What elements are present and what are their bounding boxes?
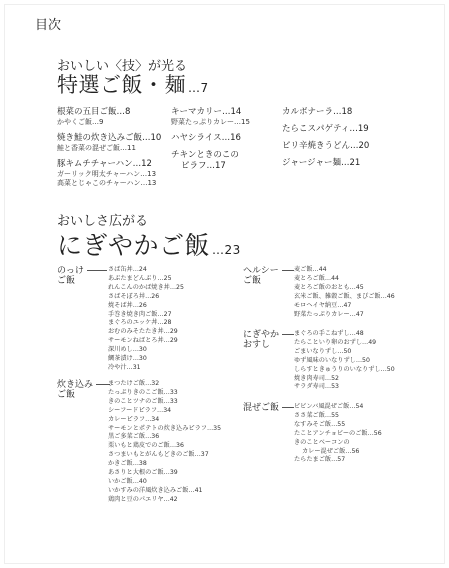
section2-page: …23 <box>212 243 241 257</box>
list-item[interactable]: 栗いもと鶏皮でのご飯…36 <box>108 442 184 450</box>
list-item[interactable]: たことアンチョビーのご飯…56 <box>294 429 382 437</box>
list-item[interactable]: さつまいもとがんもどきのご飯…37 <box>108 451 209 459</box>
list-item[interactable]: 野菜たっぷりカレー…47 <box>294 310 364 318</box>
group-category-2: ご飯 <box>57 390 76 400</box>
list-nokke <box>108 266 184 373</box>
group-category-2: ご飯 <box>57 276 76 286</box>
list-takikomi <box>108 380 221 505</box>
list-item[interactable]: 麦とろご飯のおとも…45 <box>294 283 364 291</box>
list-item[interactable]: きのことツナのご飯…33 <box>108 397 178 405</box>
section2-subtitle: おいしさ広がる <box>57 214 149 229</box>
list-item[interactable]: たらたまご飯…57 <box>294 456 346 464</box>
group-category: にぎやか <box>243 330 294 340</box>
section1-title: 特選ご飯・麺 <box>57 73 186 97</box>
section1-heading <box>57 69 209 99</box>
list-item[interactable]: サラダ寿司…53 <box>294 383 339 391</box>
toc-entry[interactable]: 根菜の五目ご飯…8 <box>57 107 131 117</box>
list-item[interactable]: ごまいなりずし…50 <box>294 347 352 355</box>
toc-entry[interactable]: ピリ辛焼きうどん…20 <box>282 141 370 151</box>
toc-entry[interactable]: ジャージャー麺…21 <box>282 158 361 168</box>
section2-heading <box>57 226 241 262</box>
group-category: ヘルシー <box>243 266 294 276</box>
toc-heading: 目次 <box>35 18 62 33</box>
list-item[interactable]: ビビンバ風混ぜご飯…54 <box>294 403 364 410</box>
list-item[interactable]: 冷や汁…31 <box>108 363 141 371</box>
list-item[interactable]: 焼そば丼…26 <box>108 301 147 309</box>
list-item[interactable]: おむのみそたたき丼…29 <box>108 328 178 336</box>
toc-subentry[interactable]: 鮭と香菜の混ぜご飯…11 <box>57 144 136 152</box>
list-item[interactable]: 黒ご多菜ご飯…36 <box>108 433 160 441</box>
list-item[interactable]: まぐろのユッケ丼…28 <box>108 319 172 327</box>
list-item[interactable]: ささ菜ご飯…55 <box>294 411 339 419</box>
list-item[interactable]: シーフードピラフ…34 <box>108 406 172 414</box>
group-category-2: おすし <box>243 340 271 350</box>
list-nigiyaka-sushi <box>294 330 395 392</box>
toc-entry[interactable]: 豚キムチチャーハン…12 <box>57 159 152 169</box>
toc-entry[interactable]: カルボナーラ…18 <box>282 107 353 117</box>
group-category: のっけ <box>57 266 107 276</box>
list-item[interactable]: きのことベーコンの <box>294 438 350 446</box>
list-item[interactable]: カレー混ぜご飯…56 <box>302 447 360 455</box>
section1-page: …7 <box>188 81 209 95</box>
group-healthy <box>243 266 294 286</box>
toc-entry[interactable]: ピラフ…17 <box>181 161 226 171</box>
list-mazegohan <box>294 403 382 465</box>
toc-entry[interactable]: 焼き鮭の炊き込みご飯…10 <box>57 133 162 143</box>
section1-subtitle: おいしい〈技〉が光る <box>57 59 188 74</box>
section1-col2 <box>171 107 250 172</box>
section1-col1 <box>57 107 161 188</box>
list-item[interactable]: あぶたまどんぶり…25 <box>108 274 172 282</box>
toc-subentry[interactable]: ガーリック明太チャーハン…13 <box>57 170 157 178</box>
list-item[interactable]: 深川めし…30 <box>108 346 147 354</box>
list-item[interactable]: 鯛茶漬け…30 <box>108 355 147 363</box>
toc-subentry[interactable]: 高菜とじゃこのチャーハン…13 <box>57 179 157 187</box>
list-item[interactable]: れんこんのかば焼き丼…25 <box>108 283 184 291</box>
group-category-2: ご飯 <box>243 276 262 286</box>
section1-col3 <box>282 107 369 169</box>
list-item[interactable]: あさりと大根のご飯…39 <box>108 469 178 477</box>
list-item[interactable]: サーモンねばとろ丼…29 <box>108 337 178 345</box>
list-item[interactable]: かきご飯…38 <box>108 460 147 468</box>
list-item[interactable]: 玄米ご飯、雑穀ご飯、まぴご飯…46 <box>294 292 395 300</box>
toc-entry[interactable]: ハヤシライス…16 <box>171 133 241 143</box>
group-category: 混ぜご飯 <box>243 403 294 413</box>
toc-subentry[interactable]: かやくご飯…9 <box>57 118 104 126</box>
list-item[interactable]: 鶏肉と豆のパエリヤ…42 <box>108 495 178 503</box>
list-item[interactable]: 焼き肉寿司…52 <box>294 374 339 382</box>
list-item[interactable]: カレーピラフ…34 <box>108 415 160 423</box>
list-item[interactable]: いかご飯…40 <box>108 477 147 485</box>
list-item[interactable]: まつたけご飯…32 <box>108 380 160 387</box>
list-item[interactable]: 麦とろご飯…44 <box>294 274 339 282</box>
list-item[interactable]: しらすときゅうりのいなりずし…50 <box>294 365 395 373</box>
list-item[interactable]: まぐろの手こねずし…48 <box>294 330 364 337</box>
group-nokke <box>57 266 107 286</box>
group-nigiyaka-sushi <box>243 330 294 350</box>
list-item[interactable]: たらこといり卵のおずし…49 <box>294 338 377 346</box>
list-healthy <box>294 266 395 319</box>
group-takikomi <box>57 380 110 400</box>
group-mazegohan <box>243 403 294 413</box>
list-item[interactable]: いかすみの洋風炊き込みご飯…41 <box>108 486 203 494</box>
toc-entry[interactable]: チキンときのこの <box>171 150 239 160</box>
list-item[interactable]: たっぷりきのこご飯…33 <box>108 388 178 396</box>
list-item[interactable]: サーモンとポテトの炊き込みピラフ…35 <box>108 424 222 432</box>
section2-title: にぎやかご飯 <box>57 231 211 260</box>
list-item[interactable]: モロヘイヤ納豆…47 <box>294 301 352 309</box>
list-item[interactable]: 手巻き焼き肉ご飯…27 <box>108 310 172 318</box>
toc-entry[interactable]: たらこスパゲティ…19 <box>282 124 369 134</box>
group-category: 炊き込み <box>57 380 110 390</box>
list-item[interactable]: なすみそご飯…55 <box>294 420 346 428</box>
list-item[interactable]: 麦ご飯…44 <box>294 266 327 273</box>
list-item[interactable]: さばそぼろ丼…26 <box>108 292 160 300</box>
list-item[interactable]: さば缶丼…24 <box>108 266 147 273</box>
toc-entry[interactable]: キーマカリー…14 <box>171 107 242 117</box>
toc-subentry[interactable]: 野菜たっぷりカレー…15 <box>171 118 250 126</box>
list-item[interactable]: ゆず風味のいなりずし…50 <box>294 356 370 364</box>
